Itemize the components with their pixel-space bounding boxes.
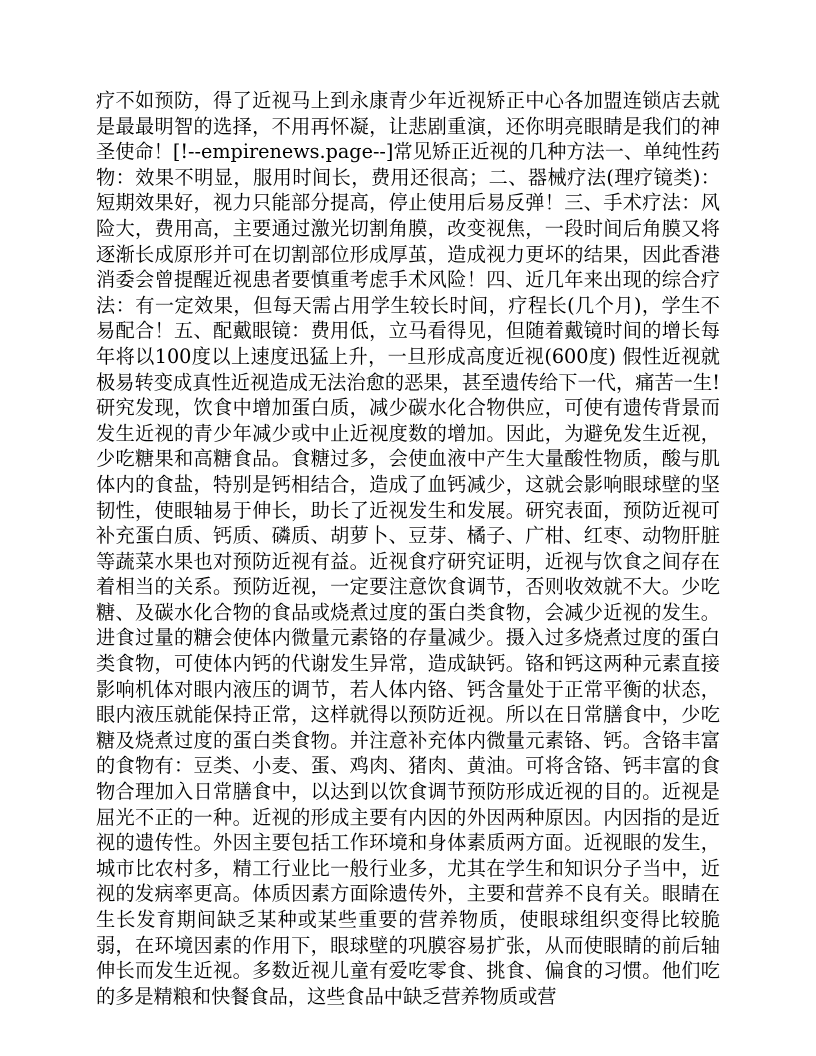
document-page — [96, 88, 720, 1009]
body-paragraph: 疗不如预防，得了近视马上到永康青少年近视矫正中心各加盟连锁店去就是最最明智的选择，不用再怀凝，让悲剧重演，还你明亮眼睛是我们的神圣使命！[!--empirenews.page--]常见矫正近视的几种方法一、单纯性药物：效果不明显，服用时间长，费用还很高；二、器械疗法(理疗镜类)：短期效果好，视力只能部分提高，停止使用后易反弹！三、手术疗法：风险大，费用高，主要通过激光切割角膜，改变视焦，一段时间后角膜又将逐渐长成原形并可在切割部位形成厚茧，造成视力更坏的结果，因此香港消委会曾提醒近视患者要慎重考虑手术风险！四、近几年来出现的综合疗法：有一定效果，但每天需占用学生较长时间，疗程长(几个月)，学生不易配合！五、配戴眼镜：费用低，立马看得见，但随着戴镜时间的增长每年将以100度以上速度迅猛上升，一旦形成高度近视(600度) 假性近视就极易转变成真性近视造成无法治愈的恶果，甚至遗传给下一代，痛苦一生!研究发现，饮食中增加蛋白质，减少碳水化合物供应，可使有遗传背景而发生近视的青少年减少或中止近视度数的增加。因此，为避免发生近视，少吃糖果和高糖食品。食糖过多，会使血液中产生大量酸性物质，酸与肌体内的食盐，特别是钙相结合，造成了血钙减少，这就会影响眼球壁的坚韧性，使眼轴易于伸长，助长了近视发生和发展。研究表面，预防近视可补充蛋白质、钙质、磷质、胡萝卜、豆芽、橘子、广柑、红枣、动物肝脏等蔬菜水果也对预防近视有益。近视食疗研究证明，近视与饮食之间存在着相当的关系。预防近视，一定要注意饮食调节，否则收效就不大。少吃糖、及碳水化合物的食品或烧煮过度的蛋白类食物，会减少近视的发生。进食过量的糖会使体内微量元素铬的存量减少。摄入过多烧煮过度的蛋白类食物，可使体内钙的代谢发生异常，造成缺钙。铬和钙这两种元素直接影响机体对眼内液压的调节，若人体内铬、钙含量处于正常平衡的状态，眼内液压就能保持正常，这样就得以预防近视。所以在日常膳食中，少吃糖及烧煮过度的蛋白类食物。并注意补充体内微量元素铬、钙。含铬丰富的食物有：豆类、小麦、蛋、鸡肉、猪肉、黄油。可将含铬、钙丰富的食物合理加入日常膳食中，以达到以饮食调节预防形成近视的目的。近视是屈光不正的一种。近视的形成主要有内因的外因两种原因。内因指的是近视的遗传性。外因主要包括工作环境和身体素质两方面。近视眼的发生，城市比农村多，精工行业比一般行业多，尤其在学生和知识分子当中，近视的发病率更高。体质因素方面除遗传外，主要和营养不良有关。眼睛在生长发育期间缺乏某种或某些重要的营养物质，使眼球组织变得比较脆弱，在环境因素的作用下，眼球壁的巩膜容易扩张，从而使眼睛的前后轴伸长而发生近视。多数近视儿童有爱吃零食、挑食、偏食的习惯。他们吃的多是精粮和快餐食品，这些食品中缺乏营养物质或营 — [96, 89, 720, 1008]
